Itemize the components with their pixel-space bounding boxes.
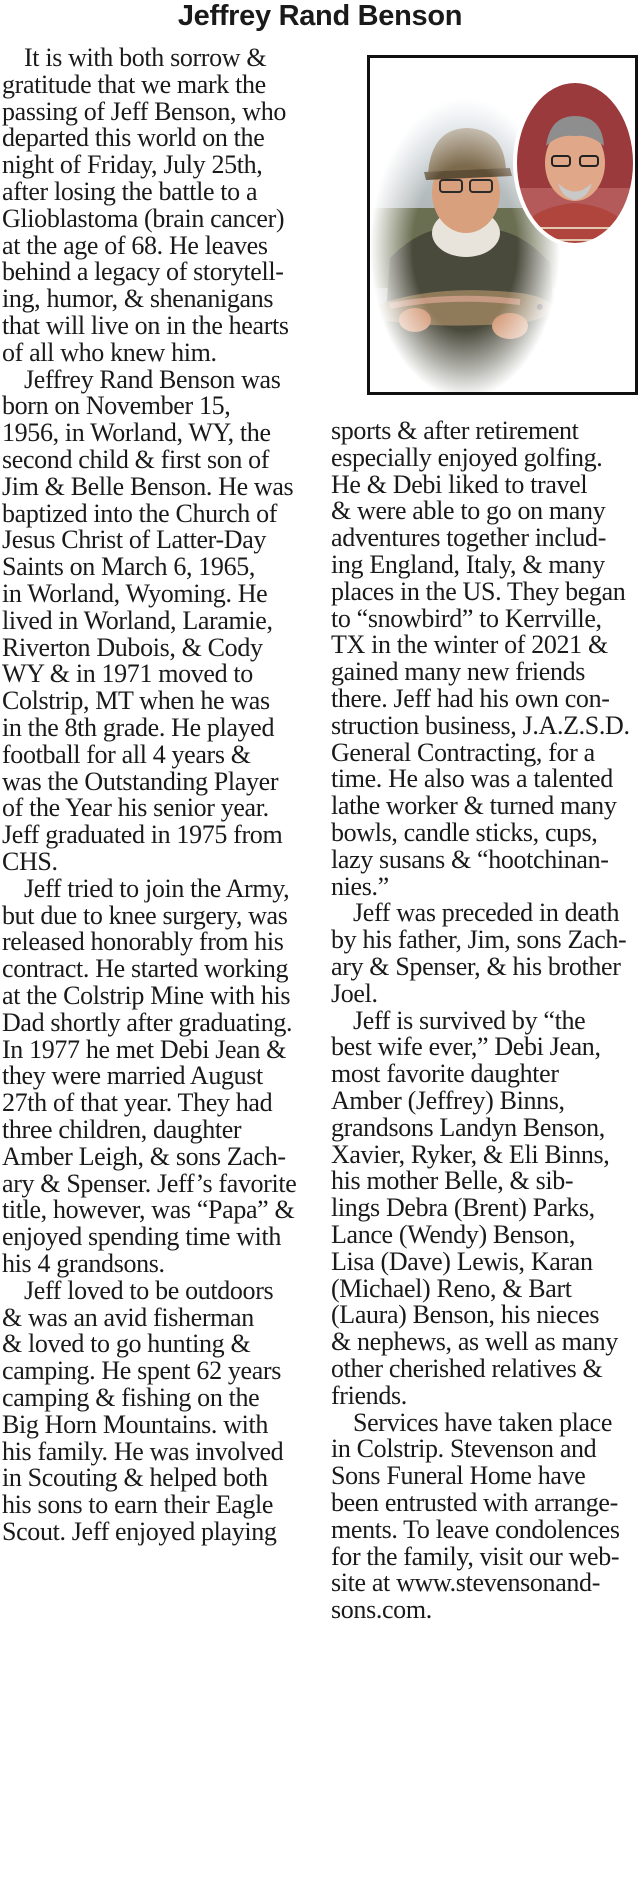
text-line: title, however, was “Papa” & <box>2 1195 295 1225</box>
text-line: other cherished relatives & <box>331 1354 603 1383</box>
text-line: Amber (Jeffrey) Binns, <box>331 1086 565 1115</box>
text-line: his 4 grandsons. <box>2 1249 165 1278</box>
text-line: It is with both sorrow & <box>24 43 267 72</box>
text-line: Jeffrey Rand Benson was <box>24 364 281 394</box>
text-line: Amber Leigh, & sons Zach- <box>2 1141 286 1171</box>
text-line: departed this world on the <box>2 123 265 153</box>
text-line: In 1977 he met Debi Jean & <box>2 1034 287 1064</box>
text-line: struction business, J.A.Z.S.D. <box>331 710 630 740</box>
text-line: time. He also was a talented <box>331 764 613 794</box>
text-line: his sons to earn their Eagle <box>2 1490 274 1520</box>
text-line: his mother Belle, & sib- <box>331 1166 574 1196</box>
text-line: ing England, Italy, & many <box>331 550 605 579</box>
text-line: (Michael) Reno, & Bart <box>331 1273 572 1303</box>
memorial-photo <box>367 55 638 395</box>
text-line: Joel. <box>331 978 378 1008</box>
text-line: TX in the winter of 2021 & <box>331 630 608 660</box>
text-line: they were married August <box>2 1061 263 1091</box>
text-line: gratitude that we mark the <box>2 69 266 99</box>
text-line: Xavier, Ryker, & Eli Binns, <box>331 1139 610 1169</box>
text-line: Riverton Dubois, & Cody <box>2 632 263 662</box>
text-line: Jeff is survived by “the <box>353 1005 586 1035</box>
text-line: Lance (Wendy) Benson, <box>331 1220 575 1249</box>
text-line: lings Debra (Brent) Parks, <box>331 1193 595 1223</box>
text-line: at the Colstrip Mine with his <box>2 981 291 1010</box>
text-line: of all who knew him. <box>2 337 217 367</box>
text-line: ary & Spenser, & his brother <box>331 952 621 981</box>
text-line: but due to knee surgery, was <box>2 900 288 930</box>
text-line: grandsons Landyn Benson, <box>331 1112 605 1142</box>
text-line: sons.com. <box>331 1595 432 1625</box>
text-line: ary & Spenser. Jeff’s favorite <box>2 1168 297 1198</box>
text-line: & was an avid fisherman <box>2 1302 254 1332</box>
text-line: sports & after retirement <box>331 416 579 445</box>
text-line: & nephews, as well as many <box>331 1327 618 1357</box>
text-line: enjoyed spending time with <box>2 1222 282 1252</box>
text-line: in the 8th grade. He played <box>2 713 275 742</box>
text-line: Jesus Christ of Latter-Day <box>2 525 267 555</box>
text-line: bowls, candle sticks, cups, <box>331 818 598 847</box>
text-line: General Contracting, for a <box>331 737 595 767</box>
text-line: camping. He spent 62 years <box>2 1356 281 1386</box>
text-line: born on November 15, <box>2 391 231 421</box>
text-line: released honorably from his <box>2 927 284 957</box>
text-line: 27th of that year. They had <box>2 1088 273 1118</box>
text-line: site at www.stevensonand- <box>331 1568 600 1598</box>
text-line: Big Horn Mountains. with <box>2 1409 269 1439</box>
text-line: second child & first son of <box>2 445 270 474</box>
text-line: Saints on March 6, 1965, <box>2 552 256 582</box>
text-line: & were able to go on many <box>331 496 606 526</box>
text-line: baptized into the Church of <box>2 498 278 528</box>
text-line: to “snowbird” to Kerrville, <box>331 603 602 633</box>
obituary-title: Jeffrey Rand Benson <box>177 0 463 32</box>
text-line: been entrusted with arrange- <box>331 1488 618 1517</box>
text-line: by his father, Jim, sons Zach- <box>331 925 627 955</box>
text-line: his family. He was involved <box>2 1436 284 1466</box>
text-line: Services have taken place <box>353 1407 613 1437</box>
text-line: friends. <box>331 1380 407 1410</box>
text-line: for the family, visit our web- <box>331 1541 620 1571</box>
text-line: Jeff loved to be outdoors <box>24 1275 274 1305</box>
text-line: lazy susans & “hootchinan- <box>331 844 609 874</box>
text-line: gained many new friends <box>331 657 586 687</box>
text-line: CHS. <box>2 847 58 876</box>
text-line: was the Outstanding Player <box>2 766 279 796</box>
text-line: Jim & Belle Benson. He was <box>2 471 294 501</box>
text-line: lathe worker & turned many <box>331 791 617 821</box>
text-line: Scout. Jeff enjoyed playing <box>2 1517 277 1546</box>
text-line: He & Debi liked to travel <box>331 469 588 499</box>
text-line: best wife ever,” Debi Jean, <box>331 1032 601 1062</box>
text-line: Dad shortly after graduating. <box>2 1007 293 1037</box>
photo-illustration <box>370 58 635 392</box>
text-line: Jeff tried to join the Army, <box>24 873 290 903</box>
text-line: ments. To leave condolences <box>331 1514 620 1544</box>
text-line: Lisa (Dave) Lewis, Karan <box>331 1246 593 1276</box>
text-line: contract. He started working <box>2 954 289 984</box>
text-line: most favorite daughter <box>331 1059 559 1089</box>
text-line: passing of Jeff Benson, who <box>2 96 286 126</box>
text-line: (Laura) Benson, his nieces <box>331 1300 600 1330</box>
text-line: lived in Worland, Laramie, <box>2 605 273 635</box>
text-line: in Colstrip. Stevenson and <box>331 1434 597 1464</box>
text-line: football for all 4 years & <box>2 739 251 769</box>
text-line: especially enjoyed golfing. <box>331 442 603 472</box>
text-line: Jeff graduated in 1975 from <box>2 820 283 850</box>
text-line: Colstrip, MT when he was <box>2 686 270 716</box>
text-line: after losing the battle to a <box>2 177 258 206</box>
text-line: camping & fishing on the <box>2 1383 260 1412</box>
text-line: that will live on in the hearts <box>2 311 289 340</box>
text-line: adventures together includ- <box>331 523 607 553</box>
text-line: places in the US. They began <box>331 576 626 606</box>
text-line: nies.” <box>331 871 389 901</box>
text-line: Glioblastoma (brain cancer) <box>2 203 285 233</box>
text-line: Sons Funeral Home have <box>331 1461 586 1491</box>
text-line: there. Jeff had his own con- <box>331 684 610 713</box>
text-line: in Worland, Wyoming. He <box>2 579 268 608</box>
text-line: behind a legacy of storytell- <box>2 257 284 287</box>
text-line: & loved to go hunting & <box>2 1329 251 1359</box>
text-line: ing, humor, & shenanigans <box>2 284 274 314</box>
text-line: 1956, in Worland, WY, the <box>2 418 271 448</box>
text-line: Jeff was preceded in death <box>353 898 620 928</box>
text-line: three children, daughter <box>2 1115 242 1144</box>
text-line: at the age of 68. He leaves <box>2 230 268 260</box>
text-line: in Scouting & helped both <box>2 1463 268 1493</box>
text-line: of the Year his senior year. <box>2 793 269 823</box>
text-line: night of Friday, July 25th, <box>2 150 263 180</box>
text-line: WY & in 1971 moved to <box>2 659 253 689</box>
